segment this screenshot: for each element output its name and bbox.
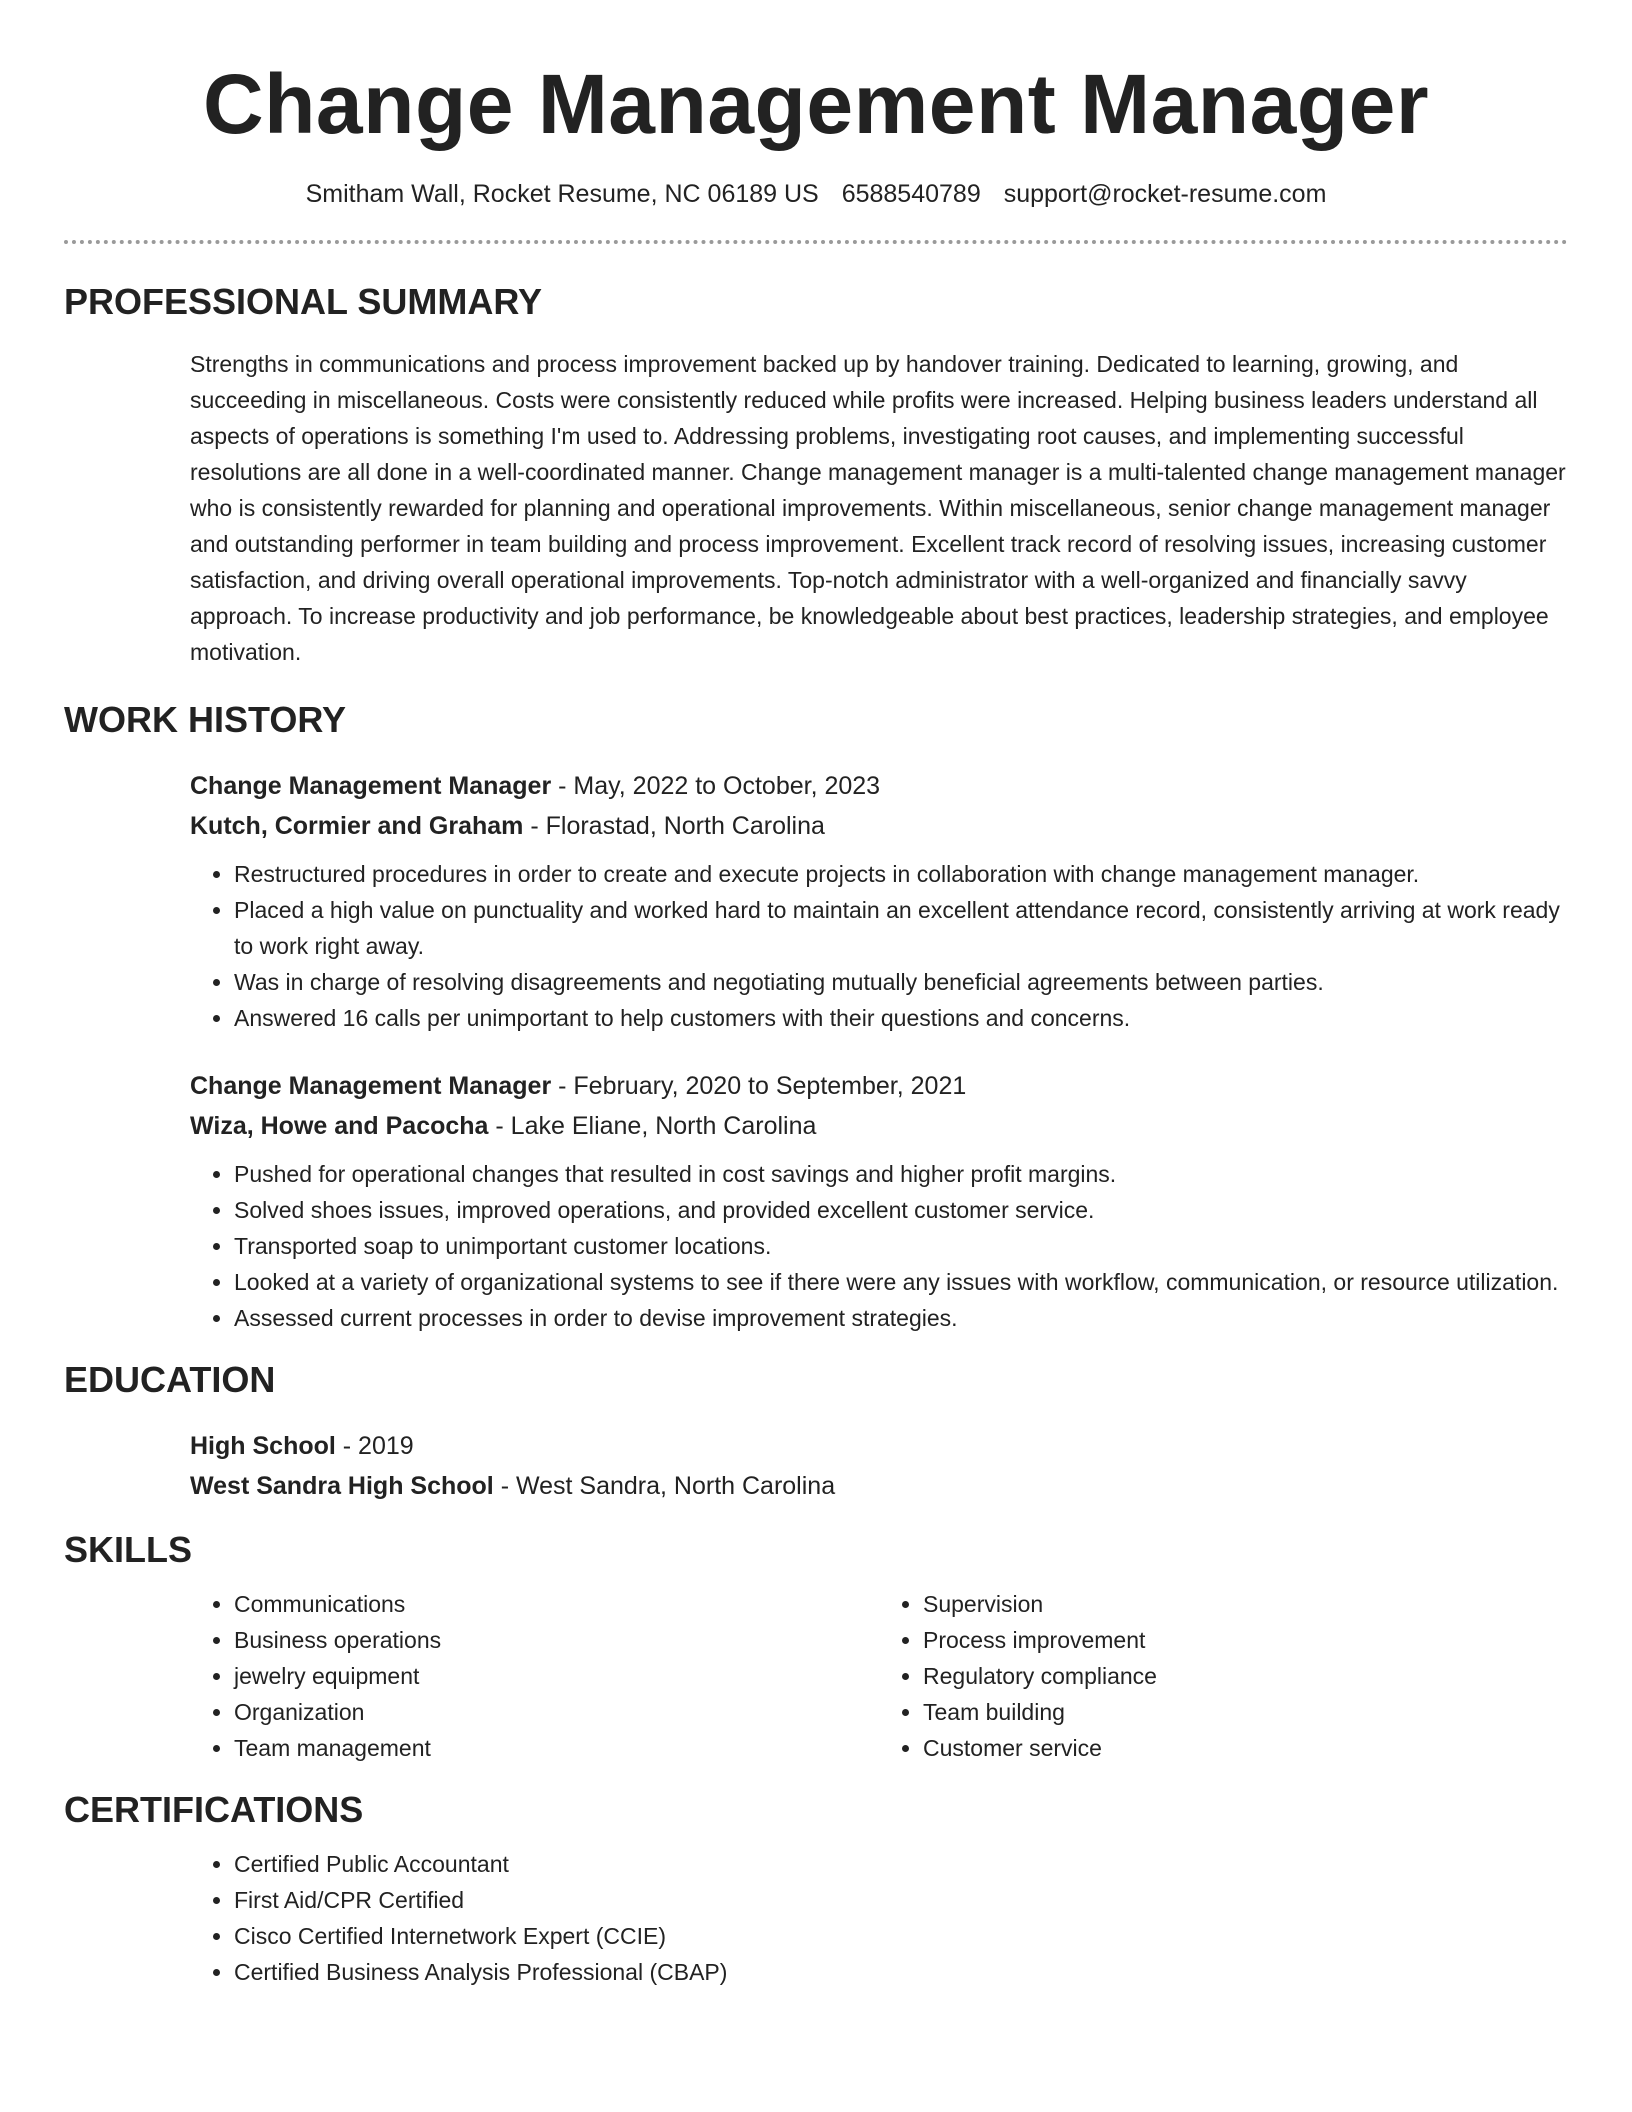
skill-item: • Organization bbox=[234, 1694, 879, 1730]
job-dates: - May, 2022 to October, 2023 bbox=[551, 772, 881, 800]
work-title: WORK HISTORY bbox=[64, 699, 347, 740]
education-degree-line bbox=[190, 1426, 1568, 1466]
education-degree: High School bbox=[190, 1432, 336, 1460]
job-bullets bbox=[190, 856, 1568, 1036]
job-location: - Lake Eliane, North Carolina bbox=[488, 1112, 817, 1140]
job-bullet: • Assessed current processes in order to devise improvement strategies. bbox=[234, 1300, 1568, 1336]
work-section bbox=[64, 698, 1568, 1336]
job-bullet: • Restructured procedures in order to create and execute projects in collaboration with change management manager. bbox=[234, 856, 1568, 892]
education-school-line bbox=[190, 1466, 1568, 1506]
certifications-title: CERTIFICATIONS bbox=[64, 1789, 364, 1830]
job-entry bbox=[190, 766, 1568, 1036]
summary-text: Strengths in communications and process improvement backed up by handover training. Dedicated to learning, growing, and succeeding in miscellaneous. Costs were consistently reduced while profits were increased. Helping business leaders understand all aspects of operations is something I'm used to. Addressing problems, investigating root causes, and implementing successful resolutions are all done in a well-coordinated manner. Change management manager is a multi-talented change management manager who is consistently rewarded for planning and operational improvements. Within miscellaneous, senior change management manager and outstanding performer in team building and process improvement. Excellent track record of resolving issues, increasing customer satisfaction, and driving overall operational improvements. Top-notch administrator with a well-organized and financially savvy approach. To increase productivity and job performance, be knowledgeable about best practices, leadership strategies, and employee motivation. bbox=[190, 351, 1566, 665]
skill-item: • Regulatory compliance bbox=[923, 1658, 1568, 1694]
education-location: - West Sandra, North Carolina bbox=[493, 1472, 836, 1500]
certifications-section bbox=[64, 1788, 1568, 1990]
summary-section bbox=[64, 280, 1568, 670]
header-divider bbox=[64, 240, 1568, 244]
education-section bbox=[64, 1358, 1568, 1506]
skill-item: • jewelry equipment bbox=[234, 1658, 879, 1694]
summary-title: PROFESSIONAL SUMMARY bbox=[64, 281, 543, 322]
education-title: EDUCATION bbox=[64, 1359, 276, 1400]
certification-item: • First Aid/CPR Certified bbox=[234, 1882, 1568, 1918]
resume-name: Change Management Manager bbox=[202, 57, 1430, 151]
job-bullet: • Looked at a variety of organizational systems to see if there were any issues with workflow, communication, or resource utilization. bbox=[234, 1264, 1568, 1300]
contact-line bbox=[64, 178, 1568, 210]
certification-item: • Certified Public Accountant bbox=[234, 1846, 1568, 1882]
skills-title: SKILLS bbox=[64, 1529, 193, 1570]
certifications-list-wrap bbox=[190, 1846, 1568, 1990]
contact-address: Smitham Wall, Rocket Resume, NC 06189 US bbox=[305, 180, 819, 208]
job-company-line bbox=[190, 1106, 1568, 1146]
skill-item: • Process improvement bbox=[923, 1622, 1568, 1658]
job-dates: - February, 2020 to September, 2021 bbox=[551, 1072, 967, 1100]
job-role-line bbox=[190, 1066, 1568, 1106]
certification-item: • Certified Business Analysis Professional (CBAP) bbox=[234, 1954, 1568, 1990]
job-role: Change Management Manager bbox=[190, 772, 552, 800]
job-company-line bbox=[190, 806, 1568, 846]
education-school: West Sandra High School bbox=[190, 1472, 494, 1500]
job-location: - Florastad, North Carolina bbox=[523, 812, 825, 840]
job-bullet: • Pushed for operational changes that resulted in cost savings and higher profit margins. bbox=[234, 1156, 1568, 1192]
job-role: Change Management Manager bbox=[190, 1072, 552, 1100]
job-bullet: • Answered 16 calls per unimportant to help customers with their questions and concerns. bbox=[234, 1000, 1568, 1036]
skill-item: • Team building bbox=[923, 1694, 1568, 1730]
job-entry bbox=[190, 1066, 1568, 1336]
skill-item: • Team management bbox=[234, 1730, 879, 1766]
education-year: - 2019 bbox=[335, 1432, 414, 1460]
skills-section bbox=[64, 1528, 1568, 1766]
skill-item: • Supervision bbox=[923, 1586, 1568, 1622]
job-company: Wiza, Howe and Pacocha bbox=[190, 1112, 489, 1140]
skill-item: • Business operations bbox=[234, 1622, 879, 1658]
job-bullets bbox=[190, 1156, 1568, 1336]
contact-email: support@rocket-resume.com bbox=[1003, 180, 1327, 208]
job-bullet: • Placed a high value on punctuality and worked hard to maintain an excellent attendance record, consistently arriving at work ready to work right away. bbox=[234, 892, 1568, 964]
job-role-line bbox=[190, 766, 1568, 806]
skills-column-left bbox=[190, 1586, 879, 1766]
education-entry bbox=[190, 1426, 1568, 1506]
contact-phone: 6588540789 bbox=[841, 180, 981, 208]
certification-item: • Cisco Certified Internetwork Expert (CCIE) bbox=[234, 1918, 1568, 1954]
certifications-list bbox=[190, 1846, 1568, 1990]
job-company: Kutch, Cormier and Graham bbox=[190, 812, 524, 840]
skill-item: • Communications bbox=[234, 1586, 879, 1622]
job-bullet: • Transported soap to unimportant customer locations. bbox=[234, 1228, 1568, 1264]
skill-item: • Customer service bbox=[923, 1730, 1568, 1766]
skills-column-right bbox=[879, 1586, 1568, 1766]
job-bullet: • Was in charge of resolving disagreements and negotiating mutually beneficial agreements between parties. bbox=[234, 964, 1568, 1000]
skills-grid bbox=[190, 1586, 1568, 1766]
job-bullet: • Solved shoes issues, improved operations, and provided excellent customer service. bbox=[234, 1192, 1568, 1228]
